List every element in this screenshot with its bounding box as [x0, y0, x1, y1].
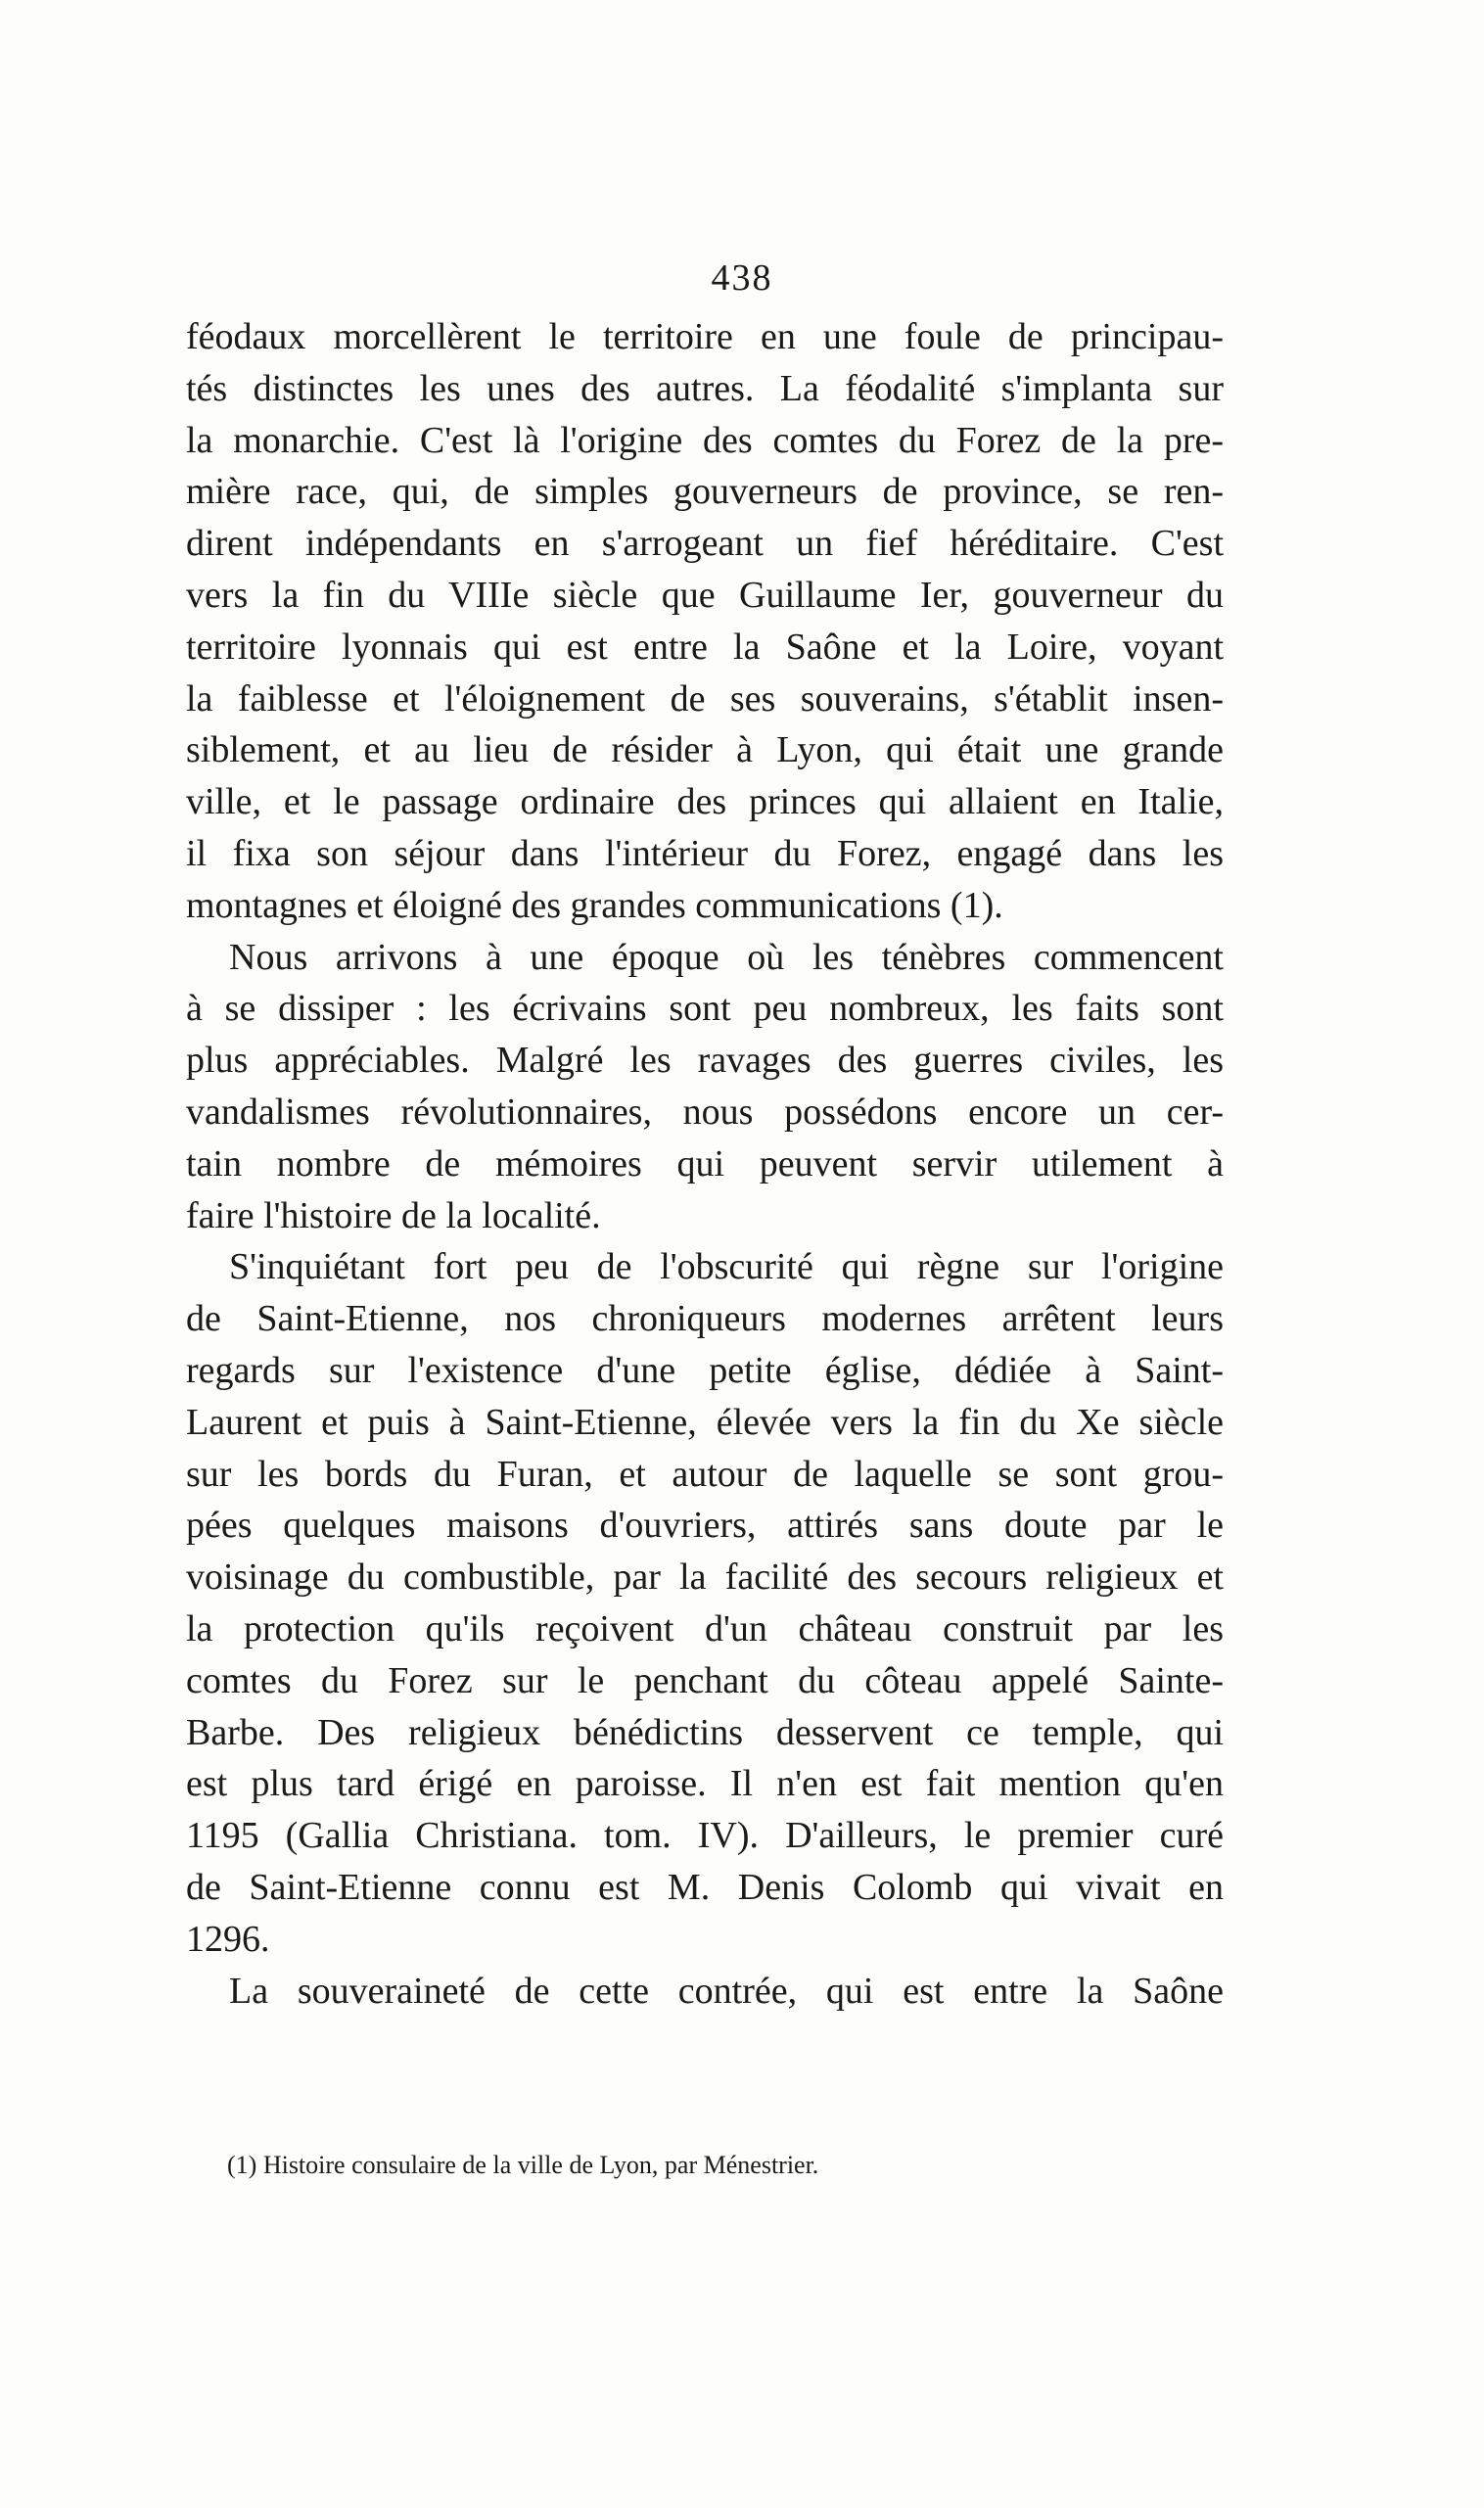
body-text — [186, 311, 1224, 2017]
text-line: de Saint-Etienne connu est M. Denis Colomb qui vivait en — [186, 1866, 1224, 1908]
text-line: montagnes et éloigné des grandes communications (1). — [186, 884, 1003, 926]
footnote: (1) Histoire consulaire de la ville de Lyon, par Ménestrier. — [227, 2151, 819, 2179]
text-line: féodaux morcellèrent le territoire en une foule de principau- — [186, 316, 1224, 357]
text-line: la faiblesse et l'éloignement de ses souverains, s'établit insen- — [186, 677, 1224, 720]
text-line: plus appréciables. Malgré les ravages des guerres civiles, les — [186, 1040, 1224, 1082]
text-line: il fixa son séjour dans l'intérieur du Forez, engagé dans les — [186, 832, 1224, 874]
text-line: sur les bords du Furan, et autour de laquelle se sont grou- — [186, 1453, 1224, 1495]
text-line: la protection qu'ils reçoivent d'un château construit par les — [186, 1607, 1224, 1649]
text-line: la monarchie. C'est là l'origine des comtes du Forez de la pre- — [186, 419, 1224, 461]
text-line: ville, et le passage ordinaire des princes qui allaient en Italie, — [186, 781, 1224, 823]
text-line: Barbe. Des religieux bénédictins desservent ce temple, qui — [186, 1711, 1224, 1753]
text-line: pées quelques maisons d'ouvriers, attirés sans doute par le — [186, 1505, 1224, 1547]
text-line: tain nombre de mémoires qui peuvent servir utilement à — [186, 1142, 1224, 1184]
text-line: comtes du Forez sur le penchant du côteau appelé Sainte- — [186, 1659, 1224, 1701]
text-line: territoire lyonnais qui est entre la Saône et la Loire, voyant — [186, 626, 1224, 668]
text-line: vandalismes révolutionnaires, nous possédons encore un cer- — [186, 1091, 1224, 1133]
text-line: La souveraineté de cette contrée, qui est entre la Saône — [229, 1970, 1224, 2012]
text-line: est plus tard érigé en paroisse. Il n'en est fait mention qu'en — [186, 1763, 1224, 1805]
text-line: regards sur l'existence d'une petite église, dédiée à Saint- — [186, 1349, 1224, 1391]
text-line: faire l'histoire de la localité. — [186, 1194, 601, 1236]
text-line: à se dissiper : les écrivains sont peu nombreux, les faits sont — [186, 988, 1224, 1030]
text-line: vers la fin du VIIIe siècle que Guillaume Ier, gouverneur du — [186, 574, 1224, 616]
text-line: Nous arrivons à une époque où les ténèbres commencent — [229, 936, 1224, 978]
text-line: siblement, et au lieu de résider à Lyon, qui était une grande — [186, 729, 1224, 771]
text-line: dirent indépendants en s'arrogeant un fief héréditaire. C'est — [186, 523, 1224, 565]
text-line: 1195 (Gallia Christiana. tom. IV). D'ailleurs, le premier curé — [186, 1815, 1224, 1857]
text-line: 1296. — [186, 1918, 270, 1960]
page-number: 438 — [711, 257, 773, 299]
text-line: S'inquiétant fort peu de l'obscurité qui règne sur l'origine — [229, 1246, 1224, 1288]
text-line: de Saint-Etienne, nos chroniqueurs modernes arrêtent leurs — [186, 1298, 1224, 1340]
text-line: mière race, qui, de simples gouverneurs de province, se ren- — [186, 471, 1224, 513]
text-line: voisinage du combustible, par la facilité des secours religieux et — [186, 1556, 1224, 1599]
text-line: tés distinctes les unes des autres. La féodalité s'implanta sur — [186, 367, 1224, 409]
text-line: Laurent et puis à Saint-Etienne, élevée vers la fin du Xe siècle — [186, 1401, 1224, 1443]
